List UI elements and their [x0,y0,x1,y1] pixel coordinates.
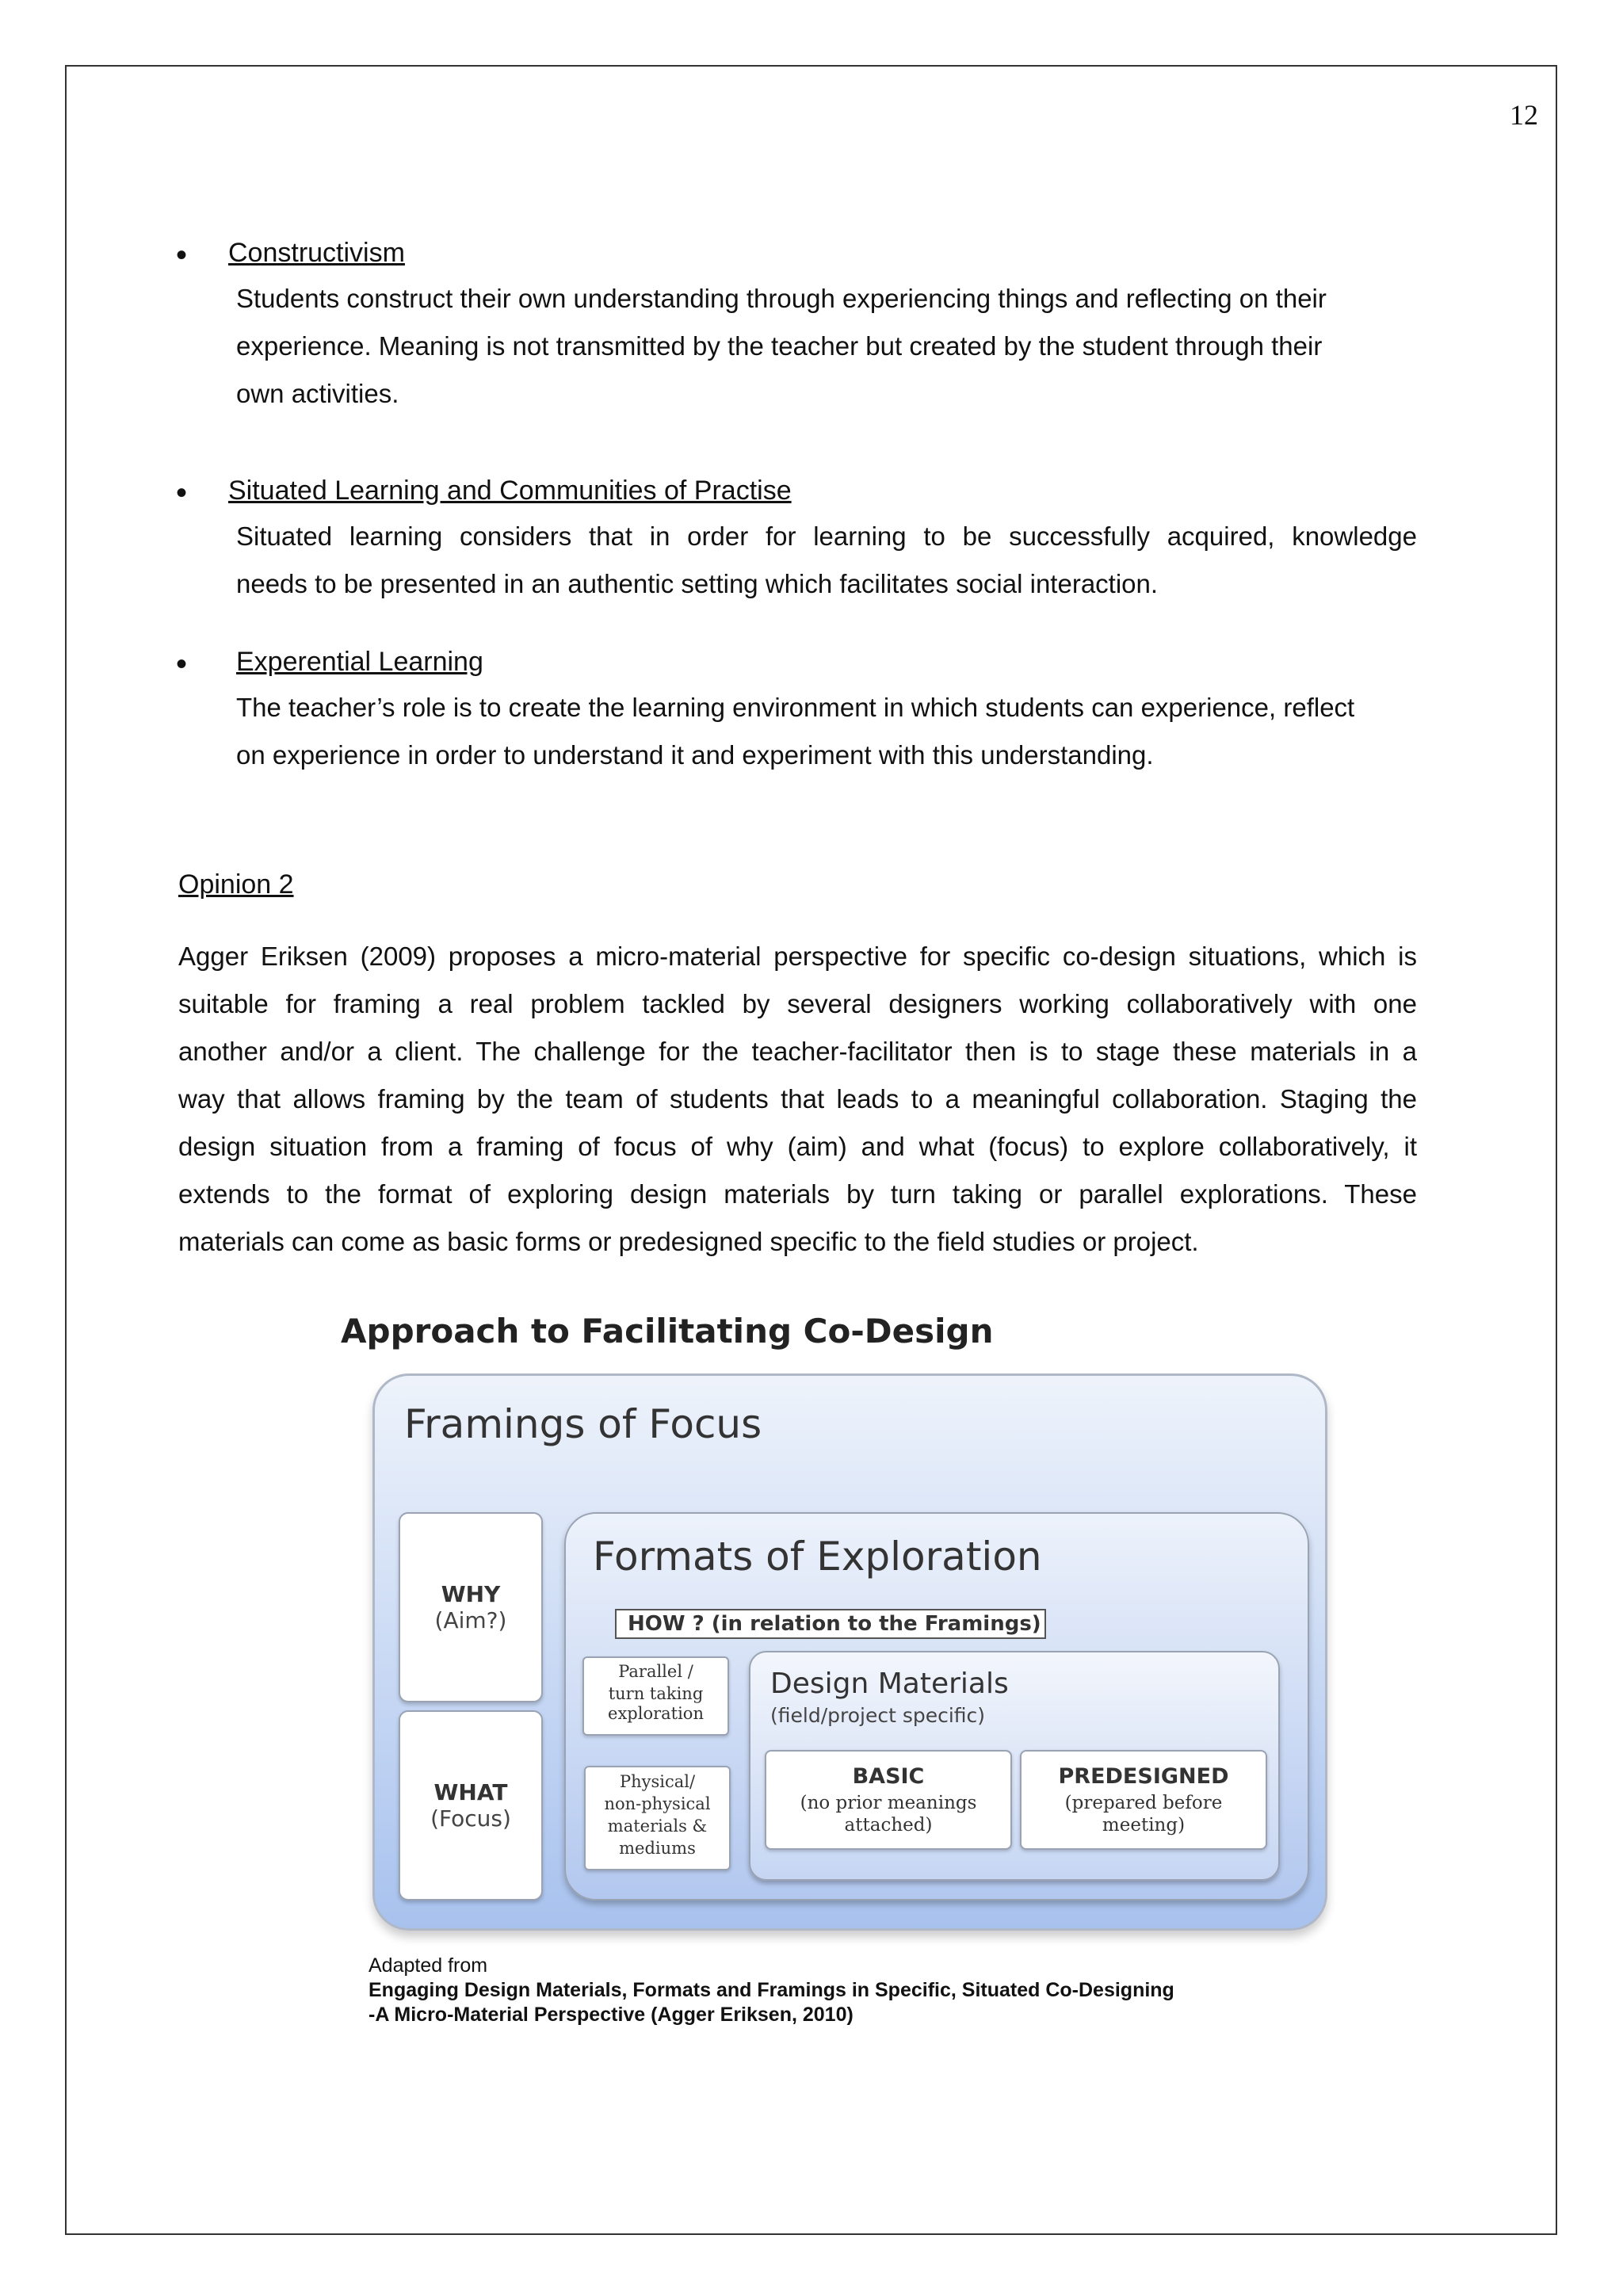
text-line: suitable for framing a real problem tackled by several designers working collaboratively with one [178,989,1417,1018]
opinion-heading: Opinion 2 [178,869,294,900]
credit-line: Engaging Design Materials, Formats and Framings in Specific, Situated Co-Designing [369,1979,1174,2001]
text-line: Situated learning considers that in order for learning to be successfully acquired, knowledge [236,521,1417,551]
bullet-icon: • [176,647,188,682]
why-label: WHY [441,1581,501,1607]
opinion-paragraph [178,933,1417,1266]
what-sub: (Focus) [430,1805,511,1832]
framings-title: Framings of Focus [404,1401,762,1447]
section-body-experential-learning [236,684,1417,779]
physical-box [584,1766,731,1870]
diagram-title: Approach to Facilitating Co-Design [341,1312,994,1350]
basic-line: attached) [844,1815,933,1836]
bullet-icon: • [176,238,188,273]
section-body-situated-learning [236,513,1417,608]
formats-title: Formats of Exploration [593,1534,1042,1580]
text-line: design situation from a framing of focus of why (aim) and what (focus) to explore collaboratively, it [178,1132,1417,1161]
how-label: HOW ? (in relation to the Framings) [615,1609,1046,1639]
text-line: experience. Meaning is not transmitted by the teacher but created by the student through their [236,331,1323,361]
basic-title: BASIC [852,1764,925,1789]
text-line: The teacher’s role is to create the learning environment in which students can experience, reflect [236,693,1355,722]
physical-line: Physical/ [619,1772,696,1791]
diagram-credit [369,1954,1174,2027]
why-box [399,1512,543,1702]
credit-line: -A Micro-Material Perspective (Agger Eriksen, 2010) [369,2004,854,2026]
text-line: Students construct their own understanding through experiencing things and reflecting on their [236,284,1327,313]
physical-line: materials & [607,1817,708,1836]
text-line: needs to be presented in an authentic setting which facilitates social interaction. [236,569,1159,598]
predesigned-line: (prepared before [1064,1793,1223,1813]
predesigned-title: PREDESIGNED [1058,1764,1229,1789]
parallel-line: Parallel / [618,1662,693,1681]
text-line: materials can come as basic forms or predesigned specific to the field studies or project. [178,1227,1199,1256]
design-materials-sub: (field/project specific) [770,1704,986,1727]
text-line: Agger Eriksen (2009) proposes a micro-material perspective for specific co-design situations, which is [178,942,1417,971]
text-line: extends to the format of exploring design materials by turn taking or parallel explorations. These [178,1179,1417,1209]
parallel-line: exploration [608,1704,704,1723]
section-heading-constructivism: Constructivism [228,238,405,268]
what-label: WHAT [433,1779,508,1805]
what-box [399,1710,543,1901]
predesigned-line: meeting) [1102,1815,1186,1836]
parallel-box [582,1656,729,1736]
section-heading-situated-learning: Situated Learning and Communities of Practise [228,476,792,506]
text-line: on experience in order to understand it and experiment with this understanding. [236,740,1154,770]
physical-line: mediums [619,1839,696,1858]
section-heading-experential-learning: Experential Learning [236,647,483,677]
credit-line: Adapted from [369,1954,488,1977]
why-sub: (Aim?) [434,1607,507,1633]
bullet-icon: • [176,476,188,510]
page-number: 12 [1510,99,1538,131]
predesigned-box [1020,1750,1267,1850]
basic-line: (no prior meanings [800,1793,977,1813]
section-body-constructivism [236,275,1417,418]
design-materials-title: Design Materials [770,1668,1009,1700]
basic-box [765,1750,1012,1850]
physical-line: non-physical [604,1794,711,1813]
parallel-line: turn taking [608,1684,704,1703]
text-line: way that allows framing by the team of students that leads to a meaningful collaboration. Staging the [178,1084,1417,1114]
text-line: another and/or a client. The challenge for the teacher-facilitator then is to stage these materials in a [178,1037,1417,1066]
text-line: own activities. [236,379,399,408]
